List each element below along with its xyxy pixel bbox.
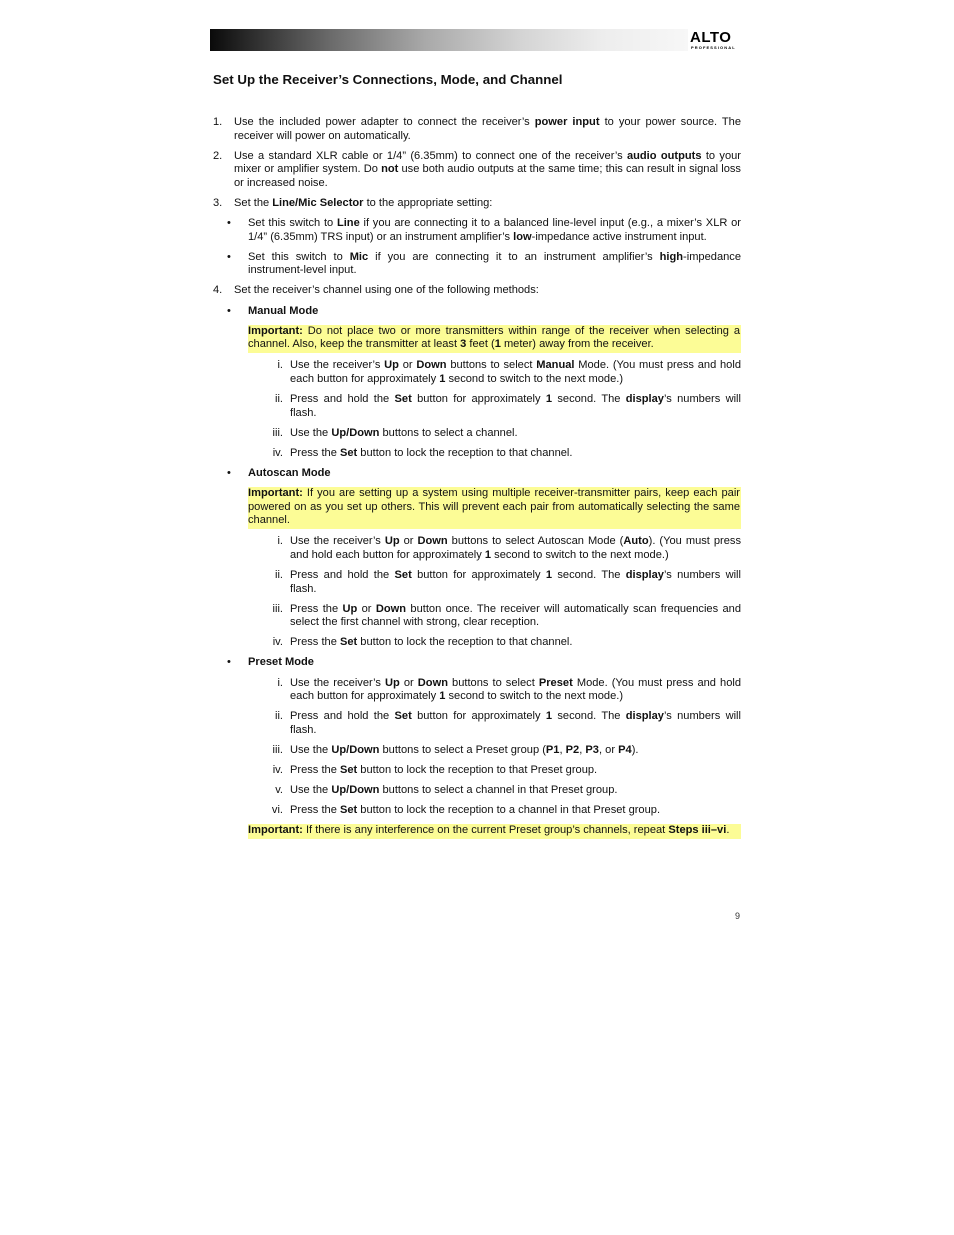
preset-step-ii: ii. Press and hold the Set button for approximately 1 second. The display’s numbers will flash. xyxy=(274,710,741,736)
preset-step-vi: vi. Press the Set button to lock the reception to a channel in that Preset group. xyxy=(271,804,661,817)
manual-important-note: Important: Do not place two or more transmitters within range of the receiver when selecting a channel. Also, keep the transmitter at least 3 feet (1 meter) away from the receiver. xyxy=(248,325,741,353)
step-4: 4. Set the receiver’s channel using one of the following methods: xyxy=(213,284,539,297)
page-number: 9 xyxy=(735,911,741,921)
logo-subtitle: PROFESSIONAL xyxy=(691,45,736,50)
manual-step-iv: iv. Press the Set button to lock the reception to that channel. xyxy=(272,446,573,459)
autoscan-important-note: Important: If you are setting up a system using multiple receiver-transmitter pairs, keep each pair powered on as you set up others. This will prevent each pair from automatically selecting the same channel. xyxy=(248,487,741,529)
bullet-icon: • xyxy=(227,466,231,479)
logo-wordmark: ALTO xyxy=(690,29,732,46)
preset-step-iii: iii. Use the Up/Down buttons to select a Preset group (P1, P2, P3, or P4). xyxy=(272,743,639,756)
autoscan-step-iii: iii. Press the Up or Down button once. The receiver will automatically scan frequencies and select the first channel with strong, clear reception. xyxy=(272,602,741,629)
preset-mode-heading: • Preset Mode xyxy=(227,656,314,669)
page-title: Set Up the Receiver’s Connections, Mode, and Channel xyxy=(213,72,563,87)
alto-logo xyxy=(690,30,744,50)
preset-step-iv: iv. Press the Set button to lock the reception to that Preset group. xyxy=(272,763,598,776)
preset-important-note: Important: If there is any interference on the current Preset group’s channels, repeat Steps iii–vi. xyxy=(248,824,741,839)
autoscan-step-ii: ii. Press and hold the Set button for approximately 1 second. The display’s numbers will flash. xyxy=(274,568,741,595)
bullet-icon: • xyxy=(227,656,231,669)
autoscan-mode-heading: • Autoscan Mode xyxy=(227,466,331,479)
step-3: 3. Set the Line/Mic Selector to the appropriate setting: xyxy=(213,196,493,209)
bullet-mic-setting: • Set this switch to Mic if you are connecting it to an instrument amplifier’s high-impedance instrument-level input. xyxy=(227,250,741,277)
preset-step-v: v. Use the Up/Down buttons to select a channel in that Preset group. xyxy=(275,784,618,797)
step-1: 1. Use the included power adapter to connect the receiver’s power input to your power source. The receiver will power on automatically. xyxy=(213,116,742,142)
bullet-line-setting: • Set this switch to Line if you are connecting it to a balanced line-level input (e.g., a mixer’s XLR or 1/4” (6.35mm) TRS input) or an instrument amplifier’s low-impedance active instrument input. xyxy=(227,217,741,243)
manual-step-iii: iii. Use the Up/Down buttons to select a channel. xyxy=(272,426,518,439)
manual-mode-heading: • Manual Mode xyxy=(227,304,319,317)
step-2: 2. Use a standard XLR cable or 1/4” (6.35mm) to connect one of the receiver’s audio outputs to your mixer or amplifier system. Do not use both audio outputs at the same time; this can result in signal loss or increased noise. xyxy=(213,149,741,189)
bullet-icon: • xyxy=(227,304,231,317)
header-gradient-bar xyxy=(210,29,688,51)
manual-step-i: i. Use the receiver’s Up or Down buttons to select Manual Mode. (You must press and hold each button for approximately 1 second to switch to the next mode.) xyxy=(277,359,741,385)
autoscan-step-i: i. Use the receiver’s Up or Down buttons to select Autoscan Mode (Auto). (You must press and hold each button for approximately 1 second to switch to the next mode.) xyxy=(277,535,742,561)
bullet-icon: • xyxy=(227,217,231,230)
preset-step-i: i. Use the receiver’s Up or Down buttons to select Preset Mode. (You must press and hold each button for approximately 1 second to switch to the next mode.) xyxy=(277,676,742,703)
bullet-icon: • xyxy=(227,250,231,263)
manual-step-ii: ii. Press and hold the Set button for approximately 1 second. The display’s numbers will flash. xyxy=(274,393,741,419)
instructions xyxy=(213,116,741,845)
autoscan-step-iv: iv. Press the Set button to lock the reception to that channel. xyxy=(272,636,573,649)
